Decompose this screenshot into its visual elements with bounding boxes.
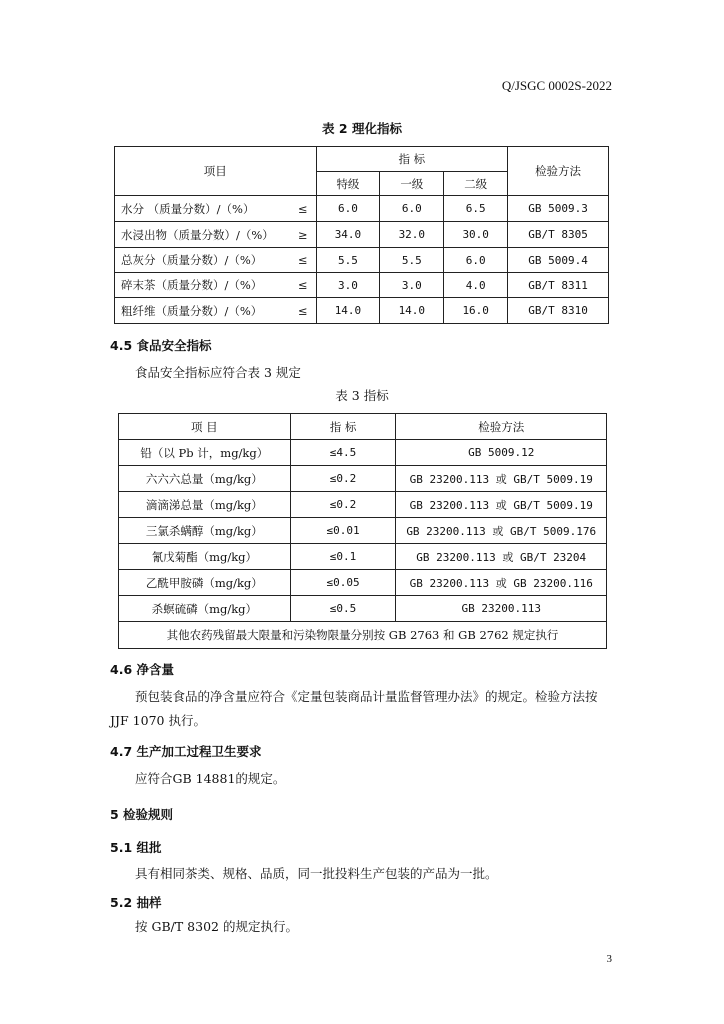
table2-item-cell: [115, 222, 317, 248]
section-5-1-text: 具有相同茶类、规格、品质，同一批投料生产包装的产品为一批。: [135, 866, 498, 881]
section-4-6-heading: 4.6 净含量: [110, 662, 174, 677]
section-4-5-text: 食品安全指标应符合表 3 规定: [135, 365, 301, 380]
method-cell: GB/T 8305: [508, 222, 609, 248]
table3-header-index: 指 标: [290, 414, 396, 440]
section-5-heading: 5 检验规则: [110, 807, 174, 822]
method-cell: GB 5009.4: [508, 248, 609, 273]
value-cell: 32.0: [380, 222, 444, 248]
table-row: [119, 596, 607, 622]
comparison-symbol: ≤: [297, 278, 308, 292]
item-label: 粗纤维（质量分数）/（%）: [121, 303, 263, 318]
item-label: 总灰分（质量分数）/（%）: [121, 253, 263, 267]
table2: [114, 146, 609, 324]
method-cell: GB 5009.3: [508, 196, 609, 222]
value-cell: ≤0.05: [290, 570, 396, 596]
item-label: 碎末茶（质量分数）/（%）: [121, 278, 263, 292]
comparison-symbol: ≤: [297, 201, 308, 216]
value-cell: 3.0: [380, 273, 444, 298]
table3-header-item: 项 目: [119, 414, 291, 440]
table2-header-index: 指 标: [316, 147, 508, 172]
item-label: 水分 （质量分数）/（%）: [121, 201, 255, 216]
value-cell: 5.5: [380, 248, 444, 273]
section-4-7-text: 应符合GB 14881的规定。: [135, 771, 286, 786]
section-4-5-heading: 4.5 食品安全指标: [110, 338, 212, 353]
value-cell: 6.5: [444, 196, 508, 222]
table3-header-method: 检验方法: [396, 414, 607, 440]
table-row: [119, 570, 607, 596]
comparison-symbol: ≥: [297, 227, 308, 242]
table-row: [115, 248, 609, 273]
table2-item-cell: [115, 196, 317, 222]
method-cell: GB 23200.113 或 GB/T 5009.19: [396, 466, 607, 492]
table2-item-cell: [115, 273, 317, 298]
value-cell: 14.0: [380, 298, 444, 324]
section-4-6-line1: 预包装食品的净含量应符合《定量包装商品计量监督管理办法》的规定。检验方法按: [135, 689, 598, 704]
method-cell: GB 23200.113 或 GB/T 5009.176: [396, 518, 607, 544]
page-number: 3: [606, 953, 612, 965]
value-cell: ≤0.2: [290, 492, 396, 518]
table-row: [119, 544, 607, 570]
table-row: [115, 196, 609, 222]
method-cell: GB/T 8310: [508, 298, 609, 324]
table-row: [115, 298, 609, 324]
table-row: [119, 466, 607, 492]
table3-caption: 表 3 指标: [335, 388, 389, 403]
value-cell: ≤0.2: [290, 466, 396, 492]
value-cell: ≤0.01: [290, 518, 396, 544]
table2-grade-second: 二级: [444, 172, 508, 196]
value-cell: 30.0: [444, 222, 508, 248]
method-cell: GB 23200.113 或 GB 23200.116: [396, 570, 607, 596]
section-5-1-heading: 5.1 组批: [110, 840, 162, 855]
table2-header-method: 检验方法: [508, 147, 609, 196]
table-row: [119, 622, 607, 649]
value-cell: 6.0: [444, 248, 508, 273]
table-row: [115, 222, 609, 248]
table-row: [119, 440, 607, 466]
value-cell: 6.0: [316, 196, 380, 222]
section-5-2-text: 按 GB/T 8302 的规定执行。: [135, 919, 298, 934]
comparison-symbol: ≤: [297, 253, 308, 267]
table-row: [119, 492, 607, 518]
value-cell: ≤4.5: [290, 440, 396, 466]
item-cell: 铅（以 Pb 计，mg/kg）: [119, 440, 291, 466]
table-row: [119, 518, 607, 544]
value-cell: 14.0: [316, 298, 380, 324]
section-4-6-line2: JJF 1070 执行。: [110, 713, 206, 728]
value-cell: 3.0: [316, 273, 380, 298]
value-cell: 6.0: [380, 196, 444, 222]
method-cell: GB 23200.113 或 GB/T 5009.19: [396, 492, 607, 518]
table2-header-item: 项目: [115, 147, 317, 196]
table2-caption: 表 2 理化指标: [322, 121, 402, 136]
value-cell: ≤0.5: [290, 596, 396, 622]
item-cell: 六六六总量（mg/kg）: [119, 466, 291, 492]
item-label: 水浸出物（质量分数）/（%）: [121, 227, 274, 242]
comparison-symbol: ≤: [297, 303, 308, 318]
doc-code: Q/JSGC 0002S-2022: [501, 78, 612, 93]
table3-footer: 其他农药残留最大限量和污染物限量分别按 GB 2763 和 GB 2762 规定执行: [119, 622, 607, 649]
value-cell: 34.0: [316, 222, 380, 248]
table2-item-cell: [115, 298, 317, 324]
value-cell: 4.0: [444, 273, 508, 298]
table2-item-cell: [115, 248, 317, 273]
value-cell: 5.5: [316, 248, 380, 273]
item-cell: 杀螟硫磷（mg/kg）: [119, 596, 291, 622]
method-cell: GB 5009.12: [396, 440, 607, 466]
item-cell: 乙酰甲胺磷（mg/kg）: [119, 570, 291, 596]
method-cell: GB 23200.113: [396, 596, 607, 622]
table3: [118, 413, 607, 649]
item-cell: 氰戊菊酯（mg/kg）: [119, 544, 291, 570]
section-4-7-heading: 4.7 生产加工过程卫生要求: [110, 744, 262, 759]
method-cell: GB/T 8311: [508, 273, 609, 298]
item-cell: 三氯杀螨醇（mg/kg）: [119, 518, 291, 544]
table2-grade-first: 一级: [380, 172, 444, 196]
table2-grade-special: 特级: [316, 172, 380, 196]
item-cell: 滴滴涕总量（mg/kg）: [119, 492, 291, 518]
method-cell: GB 23200.113 或 GB/T 23204: [396, 544, 607, 570]
section-5-2-heading: 5.2 抽样: [110, 895, 162, 910]
table-row: [115, 273, 609, 298]
value-cell: ≤0.1: [290, 544, 396, 570]
value-cell: 16.0: [444, 298, 508, 324]
